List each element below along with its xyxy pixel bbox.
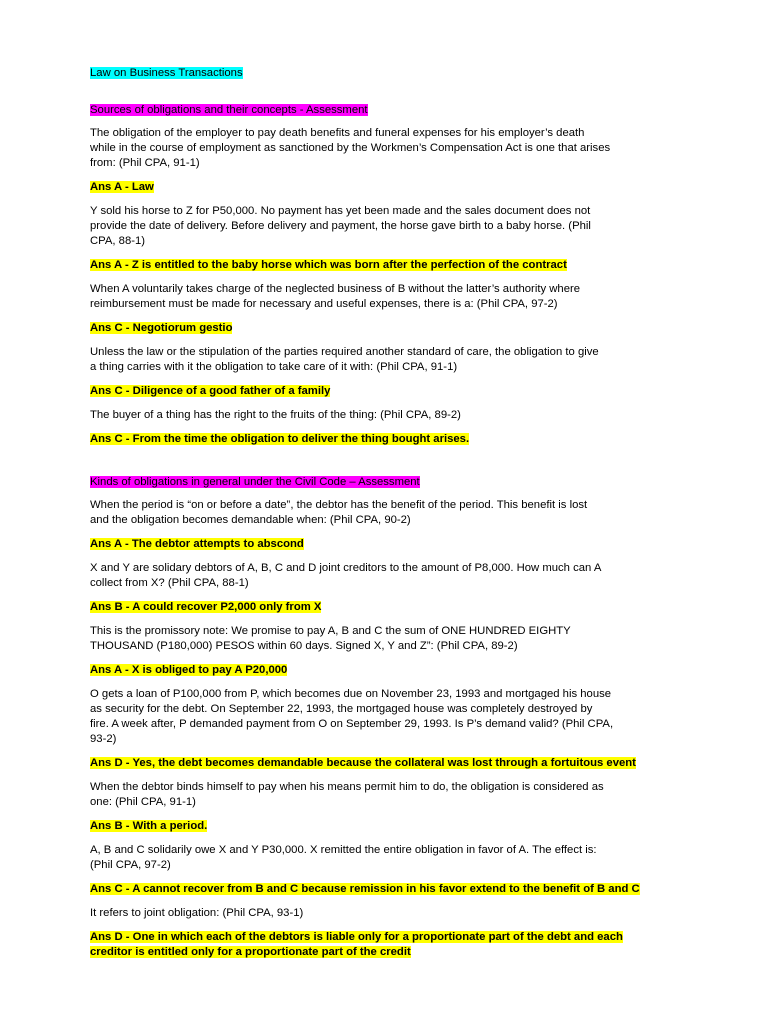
section-2-item-2 (90, 561, 690, 615)
answer-text: Ans D - Yes, the debt becomes demandable because the collateral was lost through a fortuitous event (90, 757, 636, 769)
section-1-item-3 (90, 282, 690, 336)
answer-text: Ans A - The debtor attempts to abscond (90, 538, 304, 550)
document-page (90, 66, 690, 960)
question-line: (Phil CPA, 97-2) (90, 859, 171, 871)
question-line: while in the course of employment as sanctioned by the Workmen’s Compensation Act is one that arises (90, 142, 611, 154)
question-line: a thing carries with it the obligation to take care of it with: (Phil CPA, 91-1) (90, 361, 458, 373)
section-2-item-3 (90, 624, 690, 678)
answer-text: Ans B - A could recover P2,000 only from X (90, 601, 322, 613)
question-line: X and Y are solidary debtors of A, B, C and D joint creditors to the amount of P8,000. How much can A (90, 562, 602, 574)
document-title-line (90, 66, 690, 81)
section-2-item-7 (90, 906, 690, 960)
section-1-item-1 (90, 126, 690, 195)
question-line: O gets a loan of P100,000 from P, which becomes due on November 23, 1993 and mortgaged his house (90, 688, 612, 700)
section-1-item-4 (90, 345, 690, 399)
question-line: It refers to joint obligation: (Phil CPA, 93-1) (90, 907, 304, 919)
section-2-item-1 (90, 498, 690, 552)
answer-text: Ans C - Diligence of a good father of a family (90, 385, 331, 397)
section-2-heading: Kinds of obligations in general under the Civil Code – Assessment (90, 476, 420, 488)
question-line: The buyer of a thing has the right to the fruits of the thing: (Phil CPA, 89-2) (90, 409, 461, 421)
answer-text: Ans D - One in which each of the debtors is liable only for a proportionate part of the debt and each (90, 931, 623, 943)
question-line: provide the date of delivery. Before delivery and payment, the horse gave birth to a baby horse. (Phil (90, 220, 591, 232)
answer-text: Ans B - With a period. (90, 820, 208, 832)
question-line: one: (Phil CPA, 91-1) (90, 796, 196, 808)
question-line: This is the promissory note: We promise to pay A, B and C the sum of ONE HUNDRED EIGHTY (90, 625, 571, 637)
section-2-item-5 (90, 780, 690, 834)
answer-text: Ans C - Negotiorum gestio (90, 322, 233, 334)
question-line: 93-2) (90, 733, 117, 745)
question-line: Unless the law or the stipulation of the parties required another standard of care, the obligation to give (90, 346, 599, 358)
question-line: as security for the debt. On September 22, 1993, the mortgaged house was completely destroyed by (90, 703, 593, 715)
question-line: reimbursement must be made for necessary and useful expenses, there is a: (Phil CPA, 97-2) (90, 298, 558, 310)
section-2-item-4 (90, 687, 690, 771)
answer-text: creditor is entitled only for a proportionate part of the credit (90, 946, 411, 958)
question-line: from: (Phil CPA, 91-1) (90, 157, 200, 169)
question-line: Y sold his horse to Z for P50,000. No payment has yet been made and the sales document does not (90, 205, 591, 217)
section-2-item-6 (90, 843, 690, 897)
section-1-item-5 (90, 408, 690, 447)
question-line: collect from X? (Phil CPA, 88-1) (90, 577, 249, 589)
answer-text: Ans A - Z is entitled to the baby horse which was born after the perfection of the contract (90, 259, 567, 271)
question-line: When the period is “on or before a date”, the debtor has the benefit of the period. This benefit is lost (90, 499, 588, 511)
section-1-item-2 (90, 204, 690, 273)
section-1-heading: Sources of obligations and their concepts - Assessment (90, 104, 368, 116)
section-1-heading-line (90, 103, 690, 118)
answer-text: Ans C - A cannot recover from B and C because remission in his favor extend to the benefit of B and C (90, 883, 640, 895)
document-title: Law on Business Transactions (90, 67, 243, 79)
answer-text: Ans A - X is obliged to pay A P20,000 (90, 664, 288, 676)
question-line: THOUSAND (P180,000) PESOS within 60 days. Signed X, Y and Z”: (Phil CPA, 89-2) (90, 640, 518, 652)
question-line: When the debtor binds himself to pay when his means permit him to do, the obligation is considered as (90, 781, 604, 793)
question-line: fire. A week after, P demanded payment from O on September 29, 1993. Is P’s demand valid? (Phil CPA, (90, 718, 614, 730)
answer-text: Ans C - From the time the obligation to deliver the thing bought arises. (90, 433, 470, 445)
section-2-heading-line (90, 475, 690, 490)
question-line: A, B and C solidarily owe X and Y P30,000. X remitted the entire obligation in favor of A. The effect is: (90, 844, 597, 856)
question-line: When A voluntarily takes charge of the neglected business of B without the latter’s authority where (90, 283, 581, 295)
question-line: and the obligation becomes demandable when: (Phil CPA, 90-2) (90, 514, 411, 526)
answer-text: Ans A - Law (90, 181, 154, 193)
question-line: The obligation of the employer to pay death benefits and funeral expenses for his employer’s death (90, 127, 585, 139)
question-line: CPA, 88-1) (90, 235, 146, 247)
